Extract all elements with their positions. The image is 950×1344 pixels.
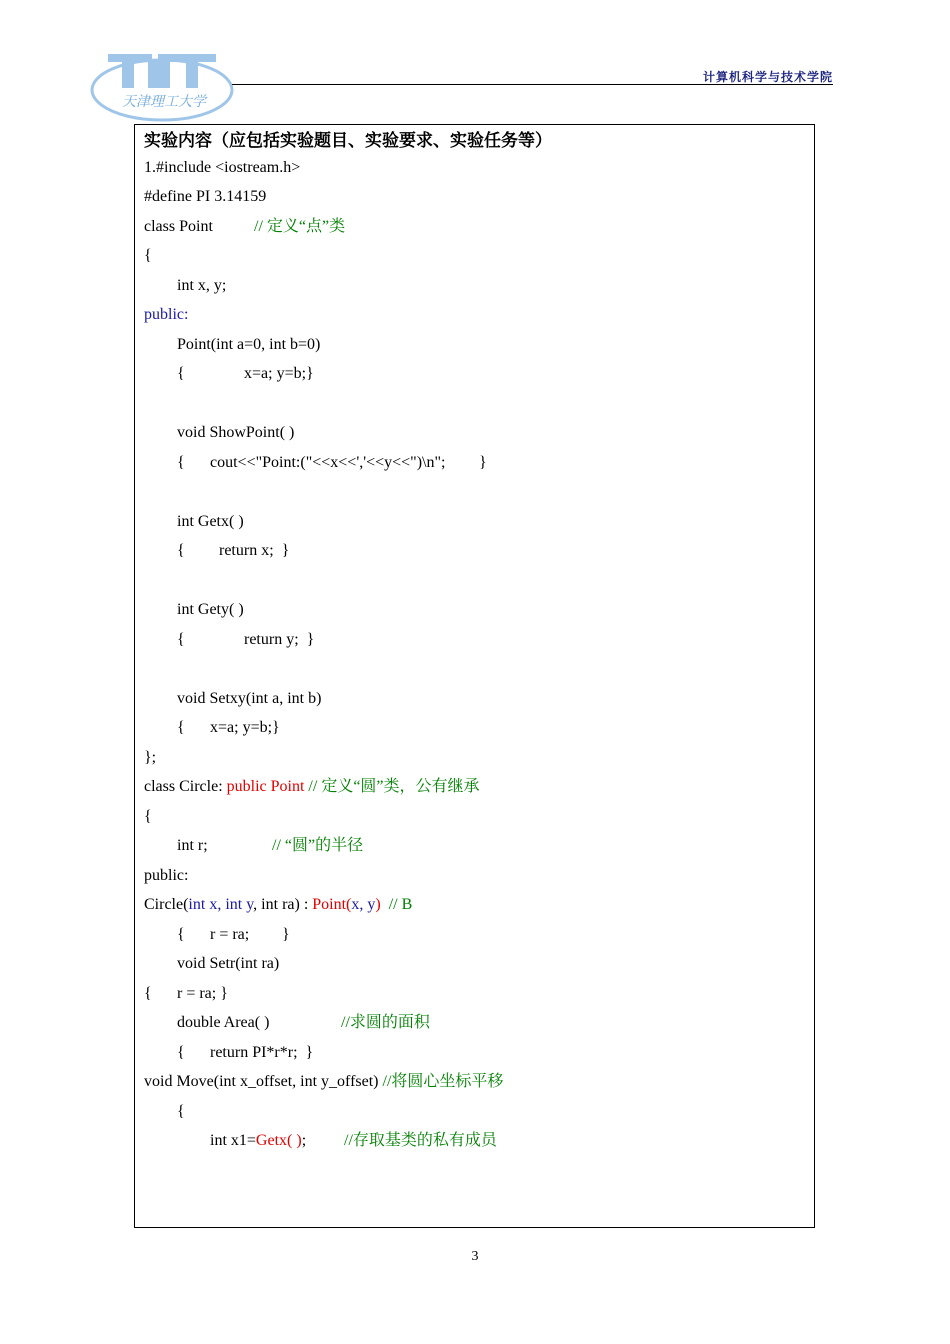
code-line: }; [144, 749, 157, 766]
code-line: void ShowPoint( ) [177, 424, 295, 441]
code-line: { x=a; y=b;} [177, 719, 280, 736]
code-line: { return PI*r*r; } [177, 1044, 314, 1061]
code-line: int Gety( ) [177, 601, 244, 618]
code-line: { r = ra; } [144, 985, 228, 1002]
code-line: { return y; } [177, 631, 315, 648]
code-line: void Setxy(int a, int b) [177, 690, 322, 707]
header-divider [232, 84, 833, 85]
page-number: 3 [471, 1249, 479, 1264]
code-line: void Move(int x_offset, int y_offset) //将圆心坐标平移 [144, 1073, 504, 1090]
code-line: { [177, 1103, 185, 1120]
university-logo [90, 46, 235, 122]
code-line: class Circle: public Point // 定义“圆”类，公有继承 [144, 778, 480, 795]
code-line: class Point // 定义“点”类 [144, 218, 346, 235]
code-line: { r = ra; } [177, 926, 290, 943]
code-line: { cout<<"Point:("<<x<<','<<y<<")\n"; } [177, 454, 487, 471]
code-line: public: [144, 867, 189, 884]
section-title: 实验内容（应包括实验题目、实验要求、实验任务等） [144, 131, 552, 151]
code-line: { return x; } [177, 542, 290, 559]
code-line: void Setr(int ra) [177, 955, 280, 972]
code-line: { [144, 247, 152, 264]
code-line: 1.#include <iostream.h> [144, 159, 301, 176]
code-line: public: [144, 306, 189, 323]
logo-text: 天津理工大学 [122, 94, 206, 110]
code-line: #define PI 3.14159 [144, 188, 267, 205]
code-line: int x, y; [177, 277, 227, 294]
code-line: double Area( ) //求圆的面积 [177, 1014, 430, 1031]
school-name: 计算机科学与技术学院 [702, 70, 833, 84]
code-line: int Getx( ) [177, 513, 244, 530]
code-line: Point(int a=0, int b=0) [177, 336, 321, 353]
code-line: { [144, 808, 152, 825]
code-line: int x1=Getx( ); //存取基类的私有成员 [210, 1132, 497, 1149]
code-line: int r; // “圆”的半径 [177, 837, 364, 854]
code-line: { x=a; y=b;} [177, 365, 314, 382]
code-line: Circle(int x, int y, int ra) : Point(x, y) // B [144, 896, 413, 913]
